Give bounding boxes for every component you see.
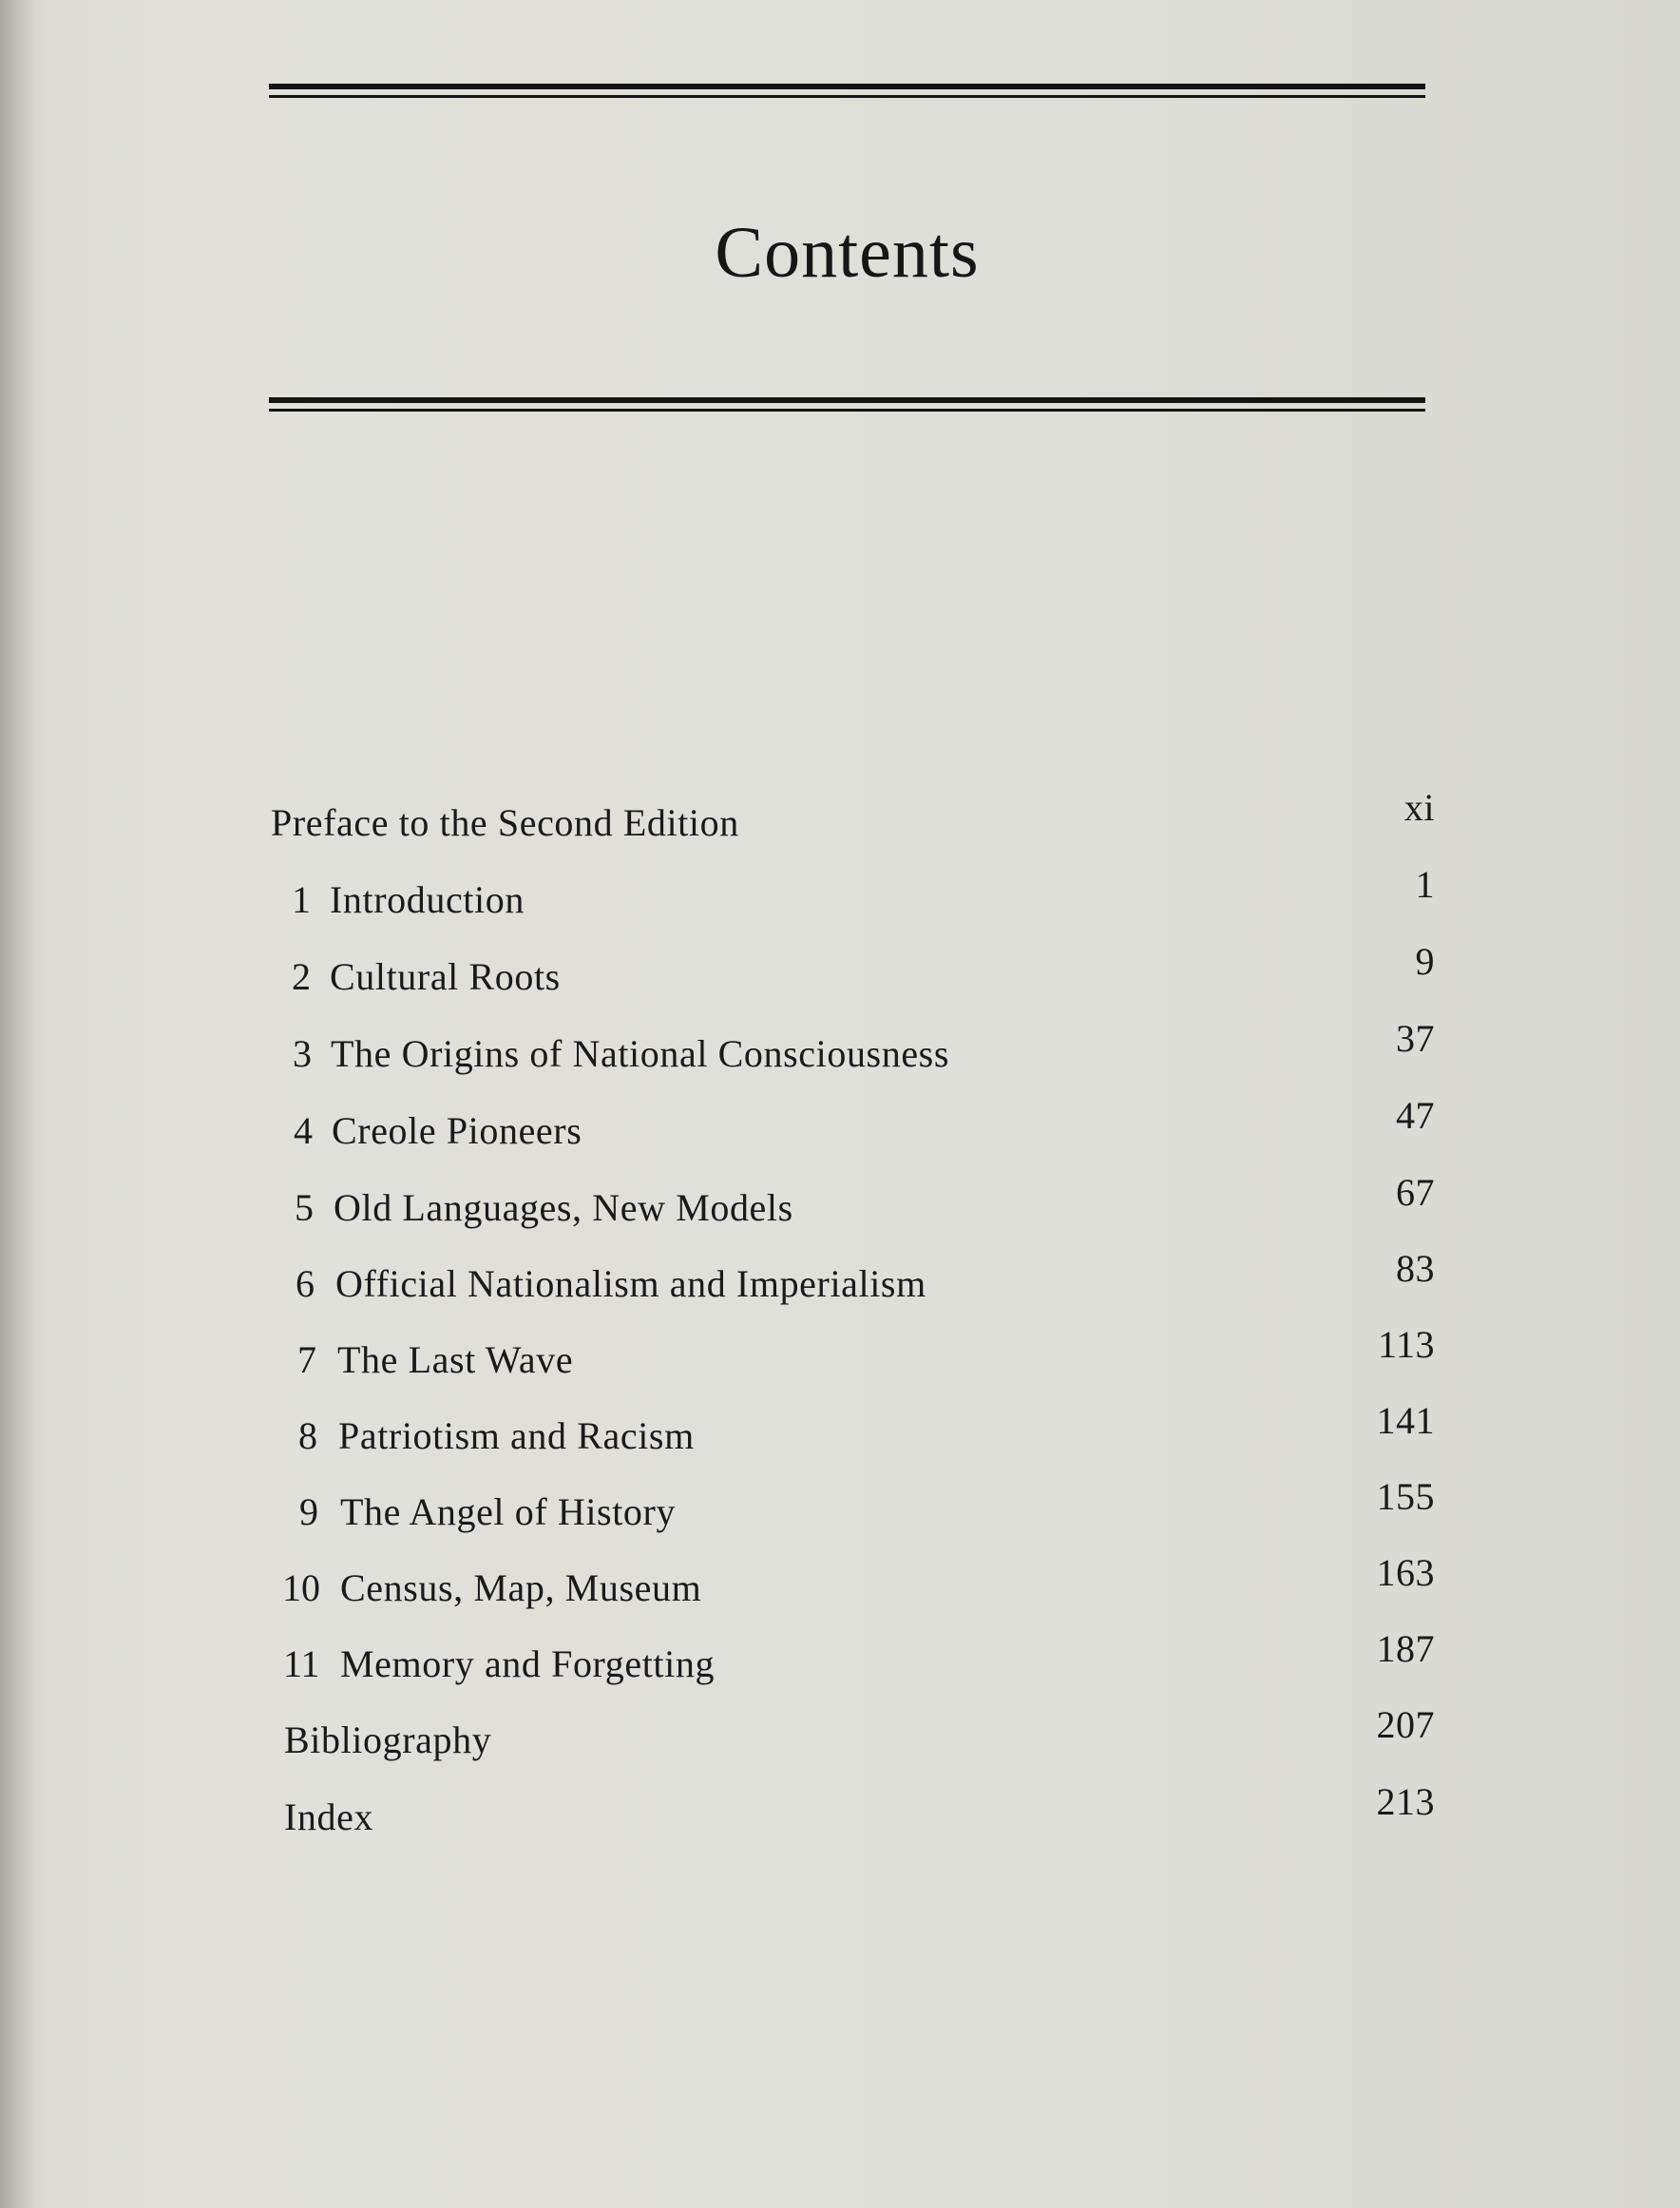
toc-entry-title: The Origins of National Consciousness [331, 1032, 950, 1075]
toc-entry-page: 67 [1396, 1171, 1435, 1214]
toc-entry-bibliography [271, 1702, 1435, 1769]
toc-entry-chapter-2 [271, 939, 1435, 1006]
toc-entry-page: 37 [1396, 1017, 1435, 1060]
toc-entry-chapter-7 [271, 1322, 1435, 1389]
toc-entry-chapter-4 [271, 1093, 1435, 1160]
toc-entry-page: 141 [1376, 1399, 1435, 1442]
toc-entry-title: Old Languages, New Models [334, 1186, 793, 1229]
page-gutter-shadow [0, 0, 34, 2208]
toc-entry-title: Preface to the Second Edition [271, 801, 739, 844]
toc-entry-number: 2 [292, 955, 311, 998]
toc-entry-page: 113 [1377, 1323, 1435, 1366]
toc-entry-title: The Angel of History [340, 1490, 677, 1533]
toc-entry-title: Memory and Forgetting [340, 1642, 716, 1685]
toc-entry-title: Cultural Roots [330, 955, 561, 998]
bottom-rule-lower [269, 409, 1425, 412]
toc-entry-page: 187 [1376, 1627, 1435, 1670]
toc-entry-preface [271, 785, 1435, 852]
toc-entry-number: 7 [297, 1338, 316, 1381]
toc-entry-chapter-8 [271, 1398, 1435, 1465]
toc-entry-title: Index [284, 1795, 374, 1838]
toc-entry-title: Bibliography [284, 1718, 492, 1761]
top-rule-lower [269, 95, 1425, 98]
toc-entry-page: xi [1403, 786, 1435, 829]
toc-entry-number: 4 [294, 1109, 313, 1152]
toc-entry-chapter-11 [271, 1626, 1435, 1693]
toc-entry-title: Official Nationalism and Imperialism [335, 1262, 926, 1305]
toc-entry-title: The Last Wave [337, 1338, 574, 1381]
toc-entry-page: 207 [1376, 1703, 1435, 1746]
toc-entry-chapter-1 [271, 862, 1435, 929]
toc-entry-page: 83 [1396, 1247, 1435, 1290]
toc-entry-title: Census, Map, Museum [340, 1566, 702, 1609]
toc-entry-number: 10 [282, 1566, 320, 1609]
toc-entry-page: 9 [1415, 940, 1435, 983]
bottom-rule-upper [269, 397, 1425, 403]
top-rule-upper [269, 84, 1425, 89]
toc-entry-number: 5 [295, 1186, 314, 1229]
toc-entry-page: 213 [1376, 1780, 1435, 1823]
toc-entry-chapter-10 [271, 1550, 1435, 1617]
toc-entry-number: 8 [298, 1414, 317, 1457]
toc-entry-number: 11 [283, 1642, 320, 1685]
toc-entry-number: 3 [293, 1032, 312, 1075]
toc-entry-index [271, 1779, 1435, 1846]
toc-entry-chapter-5 [271, 1170, 1435, 1237]
toc-entry-number: 1 [292, 878, 311, 921]
toc-entry-page: 163 [1376, 1551, 1435, 1594]
toc-entry-chapter-9 [271, 1474, 1435, 1541]
toc-entry-chapter-3 [271, 1016, 1435, 1083]
contents-heading: Contents [715, 213, 980, 293]
toc-entry-page: 155 [1376, 1475, 1435, 1518]
toc-entry-chapter-6 [271, 1246, 1435, 1313]
toc-entry-number: 9 [299, 1490, 318, 1533]
toc-entry-page: 47 [1396, 1094, 1435, 1137]
toc-entry-page: 1 [1415, 863, 1435, 906]
toc-entry-title: Patriotism and Racism [338, 1414, 695, 1457]
toc-entry-title: Creole Pioneers [332, 1109, 582, 1152]
toc-entry-title: Introduction [330, 878, 525, 921]
toc-entry-number: 6 [296, 1262, 315, 1305]
